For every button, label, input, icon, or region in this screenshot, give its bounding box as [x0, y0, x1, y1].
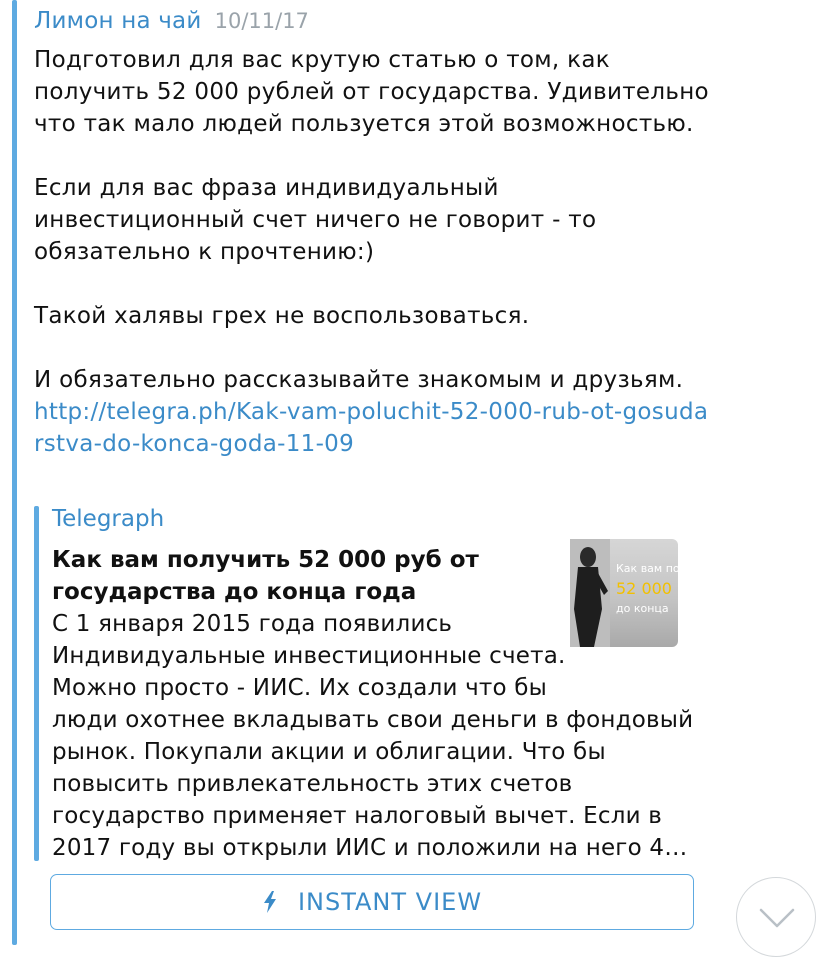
message-paragraph: Такой халявы грех не воспользоваться. — [34, 303, 530, 329]
author-name[interactable]: Лимон на чай — [34, 8, 202, 34]
message-date: 10/11/17 — [214, 9, 309, 33]
preview-description: С 1 января 2015 года появились Индивидуальные инвестиционные счета. Можно просто - ИИС. Их создали что бы люди охотнее вкладывать свои деньги в фондовый рынок. Покупали акции и облигации. Что бы повысить привлекательность этих счетов государство применяет налоговый вычет. Если в 2017 году вы открыли ИИС и положили на него 4… — [52, 611, 694, 861]
instant-view-button[interactable] — [50, 874, 694, 930]
thumbnail-text — [616, 559, 687, 619]
message-body — [34, 44, 714, 460]
message-paragraph: Если для вас фраза индивидуальный инвестиционный счет ничего не говорит - то обязательно к прочтению:) — [34, 175, 597, 265]
lightning-bolt-icon — [262, 891, 278, 913]
message-accent-bar — [12, 0, 17, 945]
thumbnail-line: до конца — [616, 602, 669, 615]
person-figure-icon — [570, 539, 610, 647]
link-preview[interactable] — [34, 506, 704, 861]
message-paragraph: Подготовил для вас крутую статью о том, как получить 52 000 рублей от государства. Удивительно что так мало людей пользуется этой возможностью. — [34, 47, 709, 137]
message-header — [34, 8, 309, 42]
preview-site-name: Telegraph — [52, 506, 165, 532]
thumbnail-line: Как вам пол — [616, 562, 687, 575]
preview-thumbnail[interactable] — [570, 539, 687, 647]
scroll-down-button[interactable] — [736, 877, 816, 957]
thumbnail-amount: 52 000 — [616, 579, 672, 598]
chevron-down-icon — [757, 904, 797, 932]
article-link[interactable]: http://telegra.ph/Kak-vam-poluchit-52-000-rub-ot-gosudarstva-do-konca-goda-11-09 — [34, 399, 709, 457]
instant-view-label: INSTANT VIEW — [297, 888, 483, 916]
preview-title: Как вам получить 52 000 руб от государства до конца года — [52, 547, 479, 605]
message-paragraph: И обязательно рассказывайте знакомым и друзьям. — [34, 367, 684, 393]
preview-accent-bar — [34, 506, 39, 861]
